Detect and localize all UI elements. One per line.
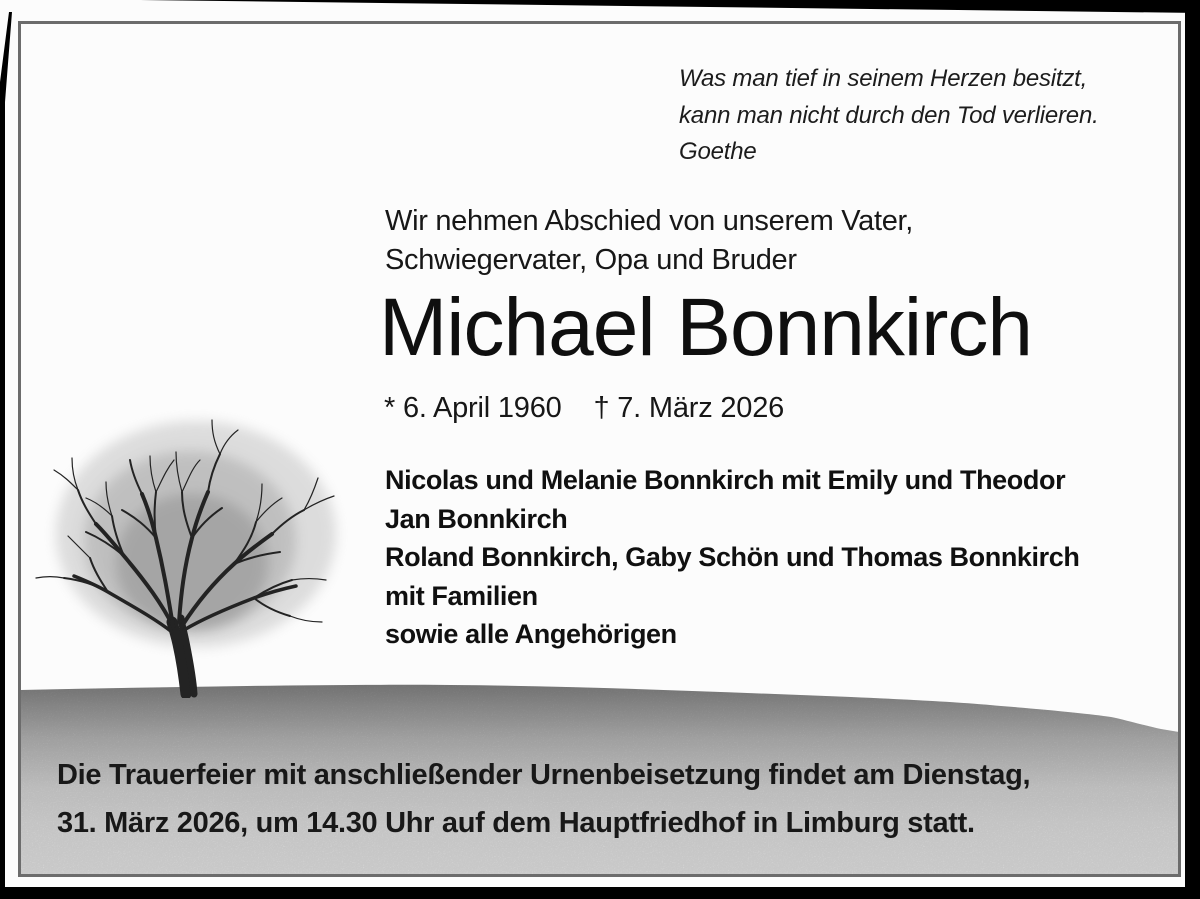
life-dates — [384, 392, 784, 425]
quote-line-2: kann man nicht durch den Tod verlieren. — [679, 101, 1099, 129]
scan-edge-top — [0, 0, 1200, 14]
intro-line-1: Wir nehmen Abschied von unserem Vater, — [385, 205, 914, 237]
mourner-line: sowie alle Angehörigen — [385, 619, 677, 650]
intro-text — [385, 202, 913, 280]
bare-tree-photo — [24, 386, 369, 698]
mourner-line: mit Familien — [385, 580, 538, 611]
funeral-info — [57, 752, 1030, 847]
birth-date: * 6. April 1960 — [384, 392, 562, 424]
scan-edge-bottom — [0, 887, 1200, 899]
memorial-quote — [679, 61, 1099, 171]
quote-attribution: Goethe — [679, 138, 757, 165]
deceased-name: Michael Bonnkirch — [379, 282, 1032, 373]
mourners-list — [385, 461, 1079, 654]
quote-line-1: Was man tief in seinem Herzen besitzt, — [679, 65, 1088, 92]
intro-line-2: Schwiegervater, Opa und Bruder — [385, 244, 797, 276]
death-date: † 7. März 2026 — [593, 392, 785, 424]
scan-edge-right — [1185, 0, 1200, 899]
mourner-line: Jan Bonnkirch — [385, 503, 568, 534]
funeral-line-1: Die Trauerfeier mit anschließender Urnenbeisetzung findet am Dienstag, — [57, 759, 1031, 791]
mourner-line: Roland Bonnkirch, Gaby Schön und Thomas Bonnkirch — [385, 542, 1080, 573]
funeral-line-2: 31. März 2026, um 14.30 Uhr auf dem Hauptfriedhof in Limburg statt. — [57, 806, 975, 839]
mourner-line: Nicolas und Melanie Bonnkirch mit Emily und Theodor — [385, 465, 1066, 495]
scan-edge-left — [0, 12, 14, 899]
